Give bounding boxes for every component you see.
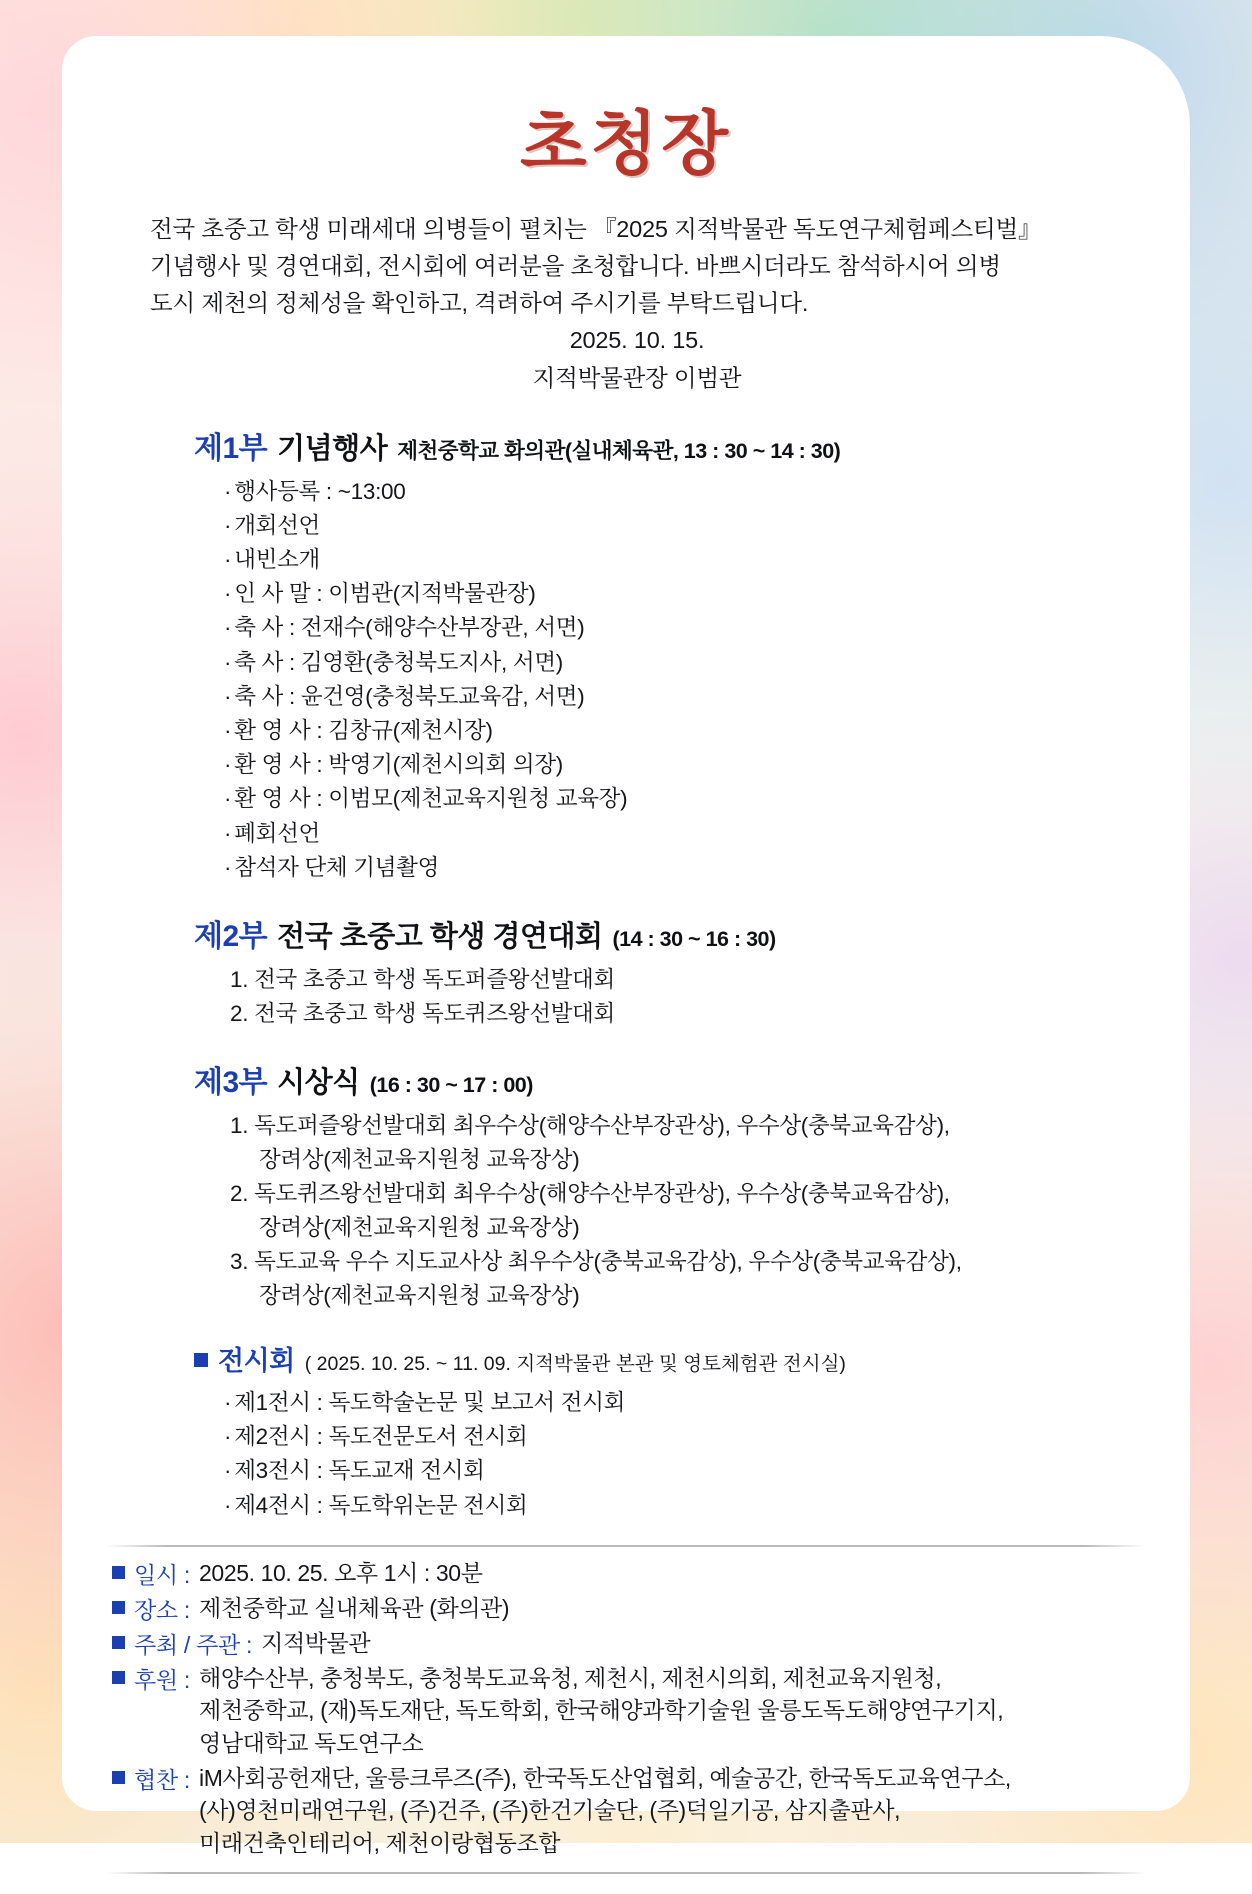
list-item — [224, 851, 1146, 885]
part-1-heading — [106, 423, 1146, 467]
part-meta: (14 : 30 ~ 16 : 30) — [612, 926, 776, 951]
list-item: 3. 독도교육 우수 지도교사상 최우수상(충북교육감상), 우수상(충북교육감상), — [230, 1249, 962, 1275]
bullet-dot-icon: · — [224, 820, 232, 846]
info-row — [112, 1592, 1146, 1625]
exhibition-heading — [106, 1339, 1146, 1378]
square-bullet-icon — [112, 1671, 125, 1684]
info-value: 해양수산부, 충청북도, 충청북도교육청, 제천시, 제천시의회, 제천교육지원청, — [199, 1664, 942, 1691]
bullet-dot-icon: · — [224, 683, 232, 709]
info-value-sub: 영남대학교 독도연구소 — [199, 1730, 424, 1757]
square-bullet-icon — [112, 1601, 125, 1614]
list-item — [224, 475, 1146, 509]
square-bullet-icon — [112, 1771, 125, 1784]
list-item-label: 행사등록 : ~13:00 — [234, 478, 406, 504]
bullet-dot-icon: · — [224, 615, 232, 641]
bullet-dot-icon: · — [224, 512, 232, 538]
divider-top — [106, 1545, 1146, 1547]
list-item — [224, 817, 1146, 851]
list-item-label: 개회선언 — [234, 512, 320, 538]
invitation-date: 2025. 10. 15. — [569, 327, 705, 354]
part-meta: (16 : 30 ~ 17 : 00) — [369, 1073, 533, 1098]
info-value-sub: (사)영천미래연구원, (주)건주, (주)한건기술단, (주)덕일기공, 삼지출판사, — [199, 1797, 901, 1824]
invitation-card — [62, 36, 1190, 1857]
square-bullet-icon — [112, 1566, 125, 1579]
list-item-label: 환 영 사 : 김창규(제천시장) — [234, 717, 493, 743]
info-value: 제천중학교 실내체육관 (화의관) — [199, 1594, 510, 1621]
info-value-group — [199, 1762, 1011, 1860]
bullet-dot-icon: · — [224, 1458, 232, 1484]
list-item-label: 참석자 단체 기념촬영 — [234, 854, 440, 880]
list-item — [224, 1420, 1146, 1454]
info-value-sub: 제천중학교, (재)독도재단, 독도학회, 한국해양과학기술원 울릉도독도해양연구기지, — [199, 1697, 1004, 1724]
part-meta: 제천중학교 화의관(실내체육관, 13 : 30 ~ 14 : 30) — [397, 438, 841, 463]
part-number: 제3부 — [194, 1066, 268, 1100]
info-value: 2025. 10. 25. 오후 1시 : 30분 — [199, 1559, 483, 1586]
info-label: 후원 : — [134, 1666, 191, 1693]
part-3-heading — [106, 1057, 1146, 1101]
list-item: 1. 전국 초중고 학생 독도퍼즐왕선발대회 — [230, 966, 615, 992]
list-item — [224, 611, 1146, 645]
part-name: 시상식 — [277, 1067, 360, 1100]
list-item — [224, 543, 1146, 577]
list-item — [224, 1386, 1146, 1420]
exhibition-subtitle: ( 2025. 10. 25. ~ 11. 09. 지적박물관 본관 및 영토체험관 전시실) — [304, 1353, 846, 1376]
list-item-sub: 장려상(제천교육지원청 교육장상) — [259, 1147, 580, 1173]
list-item-label: 환 영 사 : 이범모(제천교육지원청 교육장) — [234, 786, 628, 812]
list-item-label: 제3전시 : 독도교재 전시회 — [234, 1458, 485, 1484]
part-name: 전국 초중고 학생 경연대회 — [277, 920, 603, 953]
list-item — [224, 577, 1146, 611]
part-2-heading — [106, 911, 1146, 955]
bullet-dot-icon: · — [224, 1390, 232, 1416]
exhibition-title: 전시회 — [218, 1346, 295, 1377]
info-row — [112, 1762, 1146, 1860]
list-item: 2. 전국 초중고 학생 독도퀴즈왕선발대회 — [230, 1001, 615, 1027]
intro-paragraph — [106, 211, 1146, 397]
part-3-items — [106, 1109, 1146, 1313]
info-label: 장소 : — [134, 1596, 191, 1623]
list-item-sub: 장려상(제천교육지원청 교육장상) — [259, 1283, 580, 1309]
list-item-label: 폐회선언 — [234, 820, 320, 846]
part-name: 기념행사 — [277, 432, 388, 465]
list-item — [224, 680, 1146, 714]
list-item-label: 제1전시 : 독도학술논문 및 보고서 전시회 — [234, 1390, 626, 1416]
list-item — [224, 748, 1146, 782]
list-item: 2. 독도퀴즈왕선발대회 최우수상(해양수산부장관상), 우수상(충북교육감상), — [230, 1181, 950, 1207]
bullet-dot-icon: · — [224, 854, 232, 880]
bullet-dot-icon: · — [224, 1424, 232, 1450]
list-item-label: 축 사 : 윤건영(충청북도교육감, 서면) — [234, 683, 585, 709]
bullet-dot-icon: · — [224, 547, 232, 572]
bullet-dot-icon: · — [224, 649, 232, 675]
info-value: iM사회공헌재단, 울릉크루즈(주), 한국독도산업협회, 예술공간, 한국독도교육연구소, — [199, 1764, 1011, 1791]
info-value-group — [199, 1662, 1003, 1760]
list-item-label: 인 사 말 : 이범관(지적박물관장) — [234, 581, 536, 607]
bullet-dot-icon: · — [224, 581, 232, 607]
intro-line: 도시 제천의 정체성을 확인하고, 격려하여 주시기를 부탁드립니다. — [150, 290, 809, 317]
bullet-dot-icon: · — [224, 752, 232, 778]
info-value-sub: 미래건축인테리어, 제천이랑협동조합 — [199, 1830, 561, 1857]
invitation-signature: 지적박물관장 이범관 — [532, 364, 742, 391]
intro-line: 전국 초중고 학생 미래세대 의병들이 펼치는 『2025 지적박물관 독도연구체험페스티벌』 — [150, 216, 1042, 242]
list-item — [224, 714, 1146, 748]
square-bullet-icon — [194, 1353, 208, 1367]
bullet-dot-icon: · — [224, 717, 232, 743]
list-item-label: 축 사 : 김영환(충청북도지사, 서면) — [234, 649, 563, 675]
list-item — [224, 646, 1146, 680]
list-item — [224, 782, 1146, 816]
list-item-label: 축 사 : 전재수(해양수산부장관, 서면) — [234, 615, 585, 641]
list-item — [224, 1454, 1146, 1488]
part-number: 제1부 — [194, 431, 268, 465]
invitation-content — [62, 36, 1190, 1894]
intro-line: 기념행사 및 경연대회, 전시회에 여러분을 초청합니다. 바쁘시더라도 참석하시어 의병 — [150, 253, 1001, 280]
list-item-label: 내빈소개 — [234, 547, 320, 572]
list-item-label: 제4전시 : 독도학위논문 전시회 — [234, 1492, 528, 1518]
list-item — [224, 1489, 1146, 1523]
info-row — [112, 1627, 1146, 1660]
info-row — [112, 1662, 1146, 1760]
info-label: 일시 : — [134, 1561, 191, 1588]
info-row — [112, 1557, 1146, 1590]
bullet-dot-icon: · — [224, 786, 232, 812]
divider-bottom — [106, 1872, 1146, 1874]
info-label: 주최 / 주관 : — [134, 1631, 253, 1658]
part-number: 제2부 — [194, 919, 268, 953]
bullet-dot-icon: · — [224, 1492, 232, 1518]
part-2-items — [106, 963, 1146, 1031]
part-1-items — [106, 475, 1146, 885]
list-item-label: 환 영 사 : 박영기(제천시의회 의장) — [234, 752, 563, 778]
list-item-sub: 장려상(제천교육지원청 교육장상) — [259, 1215, 580, 1241]
exhibition-items — [106, 1386, 1146, 1523]
bullet-dot-icon: · — [224, 478, 232, 504]
square-bullet-icon — [112, 1636, 125, 1649]
list-item: 1. 독도퍼즐왕선발대회 최우수상(해양수산부장관상), 우수상(충북교육감상), — [230, 1113, 950, 1139]
info-label: 협찬 : — [134, 1766, 191, 1793]
list-item — [224, 509, 1146, 543]
event-info — [106, 1557, 1146, 1860]
page-title: 초청장 — [520, 106, 732, 182]
list-item-label: 제2전시 : 독도전문도서 전시회 — [234, 1424, 528, 1450]
info-value: 지적박물관 — [261, 1629, 371, 1656]
